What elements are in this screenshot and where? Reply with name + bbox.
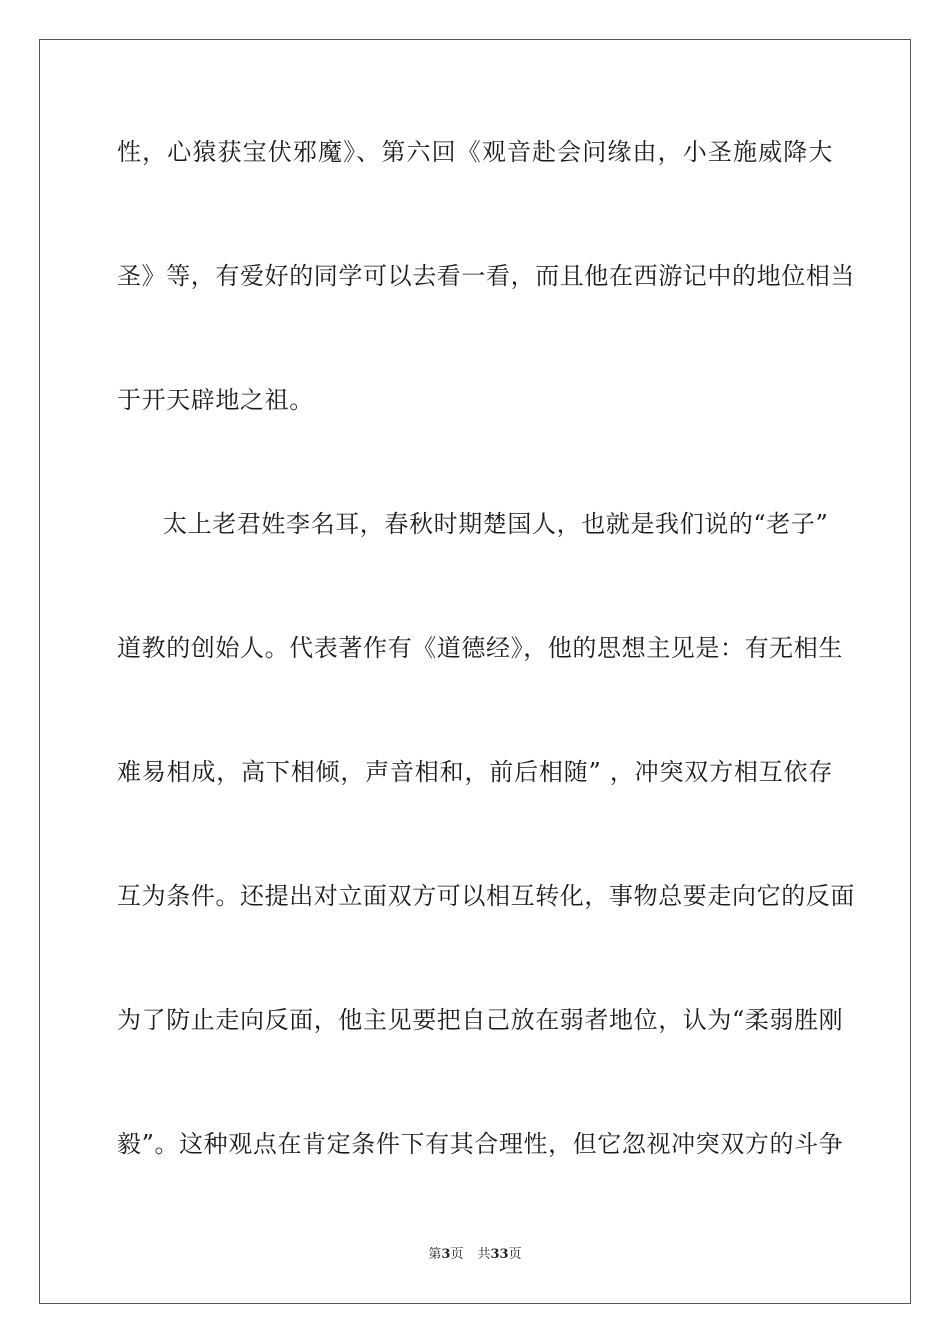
text-line: 互为条件。还提出对立面双方可以相互转化，事物总要走向它的反面 <box>117 882 855 910</box>
text-line: 圣》等，有爱好的同学可以去看一看，而且他在西游记中的地位相当 <box>117 262 855 290</box>
page-number: 3 <box>441 1247 451 1262</box>
page-footer <box>0 1246 950 1264</box>
paragraph-first-line: 太上老君姓李名耳，春秋时期楚国人，也就是我们说的“老子” <box>163 510 829 538</box>
total-pages: 33 <box>490 1247 509 1262</box>
text-line: 于开天辟地之祖。 <box>117 386 314 414</box>
text-line: 毅”。这种观点在肯定条件下有其合理性，但它忽视冲突双方的斗争 <box>117 1130 844 1158</box>
text-line: 道教的创始人。代表著作有《道德经》，他的思想主见是：有无相生 <box>117 634 843 662</box>
total-prefix: 共 <box>477 1247 491 1262</box>
text-line: 性，心猿获宝伏邪魔》、第六回《观音赴会问缘由，小圣施威降大 <box>117 138 833 166</box>
text-line: 难易相成，高下相倾，声音相和，前后相随” ，冲突双方相互依存 <box>117 758 833 786</box>
page-border <box>39 39 911 1304</box>
text-line: 为了防止走向反面，他主见要把自己放在弱者地位，认为“柔弱胜刚 <box>117 1006 844 1034</box>
page-prefix: 第 <box>428 1247 442 1262</box>
total-suffix: 页 <box>508 1247 522 1262</box>
page-suffix: 页 <box>450 1247 464 1262</box>
